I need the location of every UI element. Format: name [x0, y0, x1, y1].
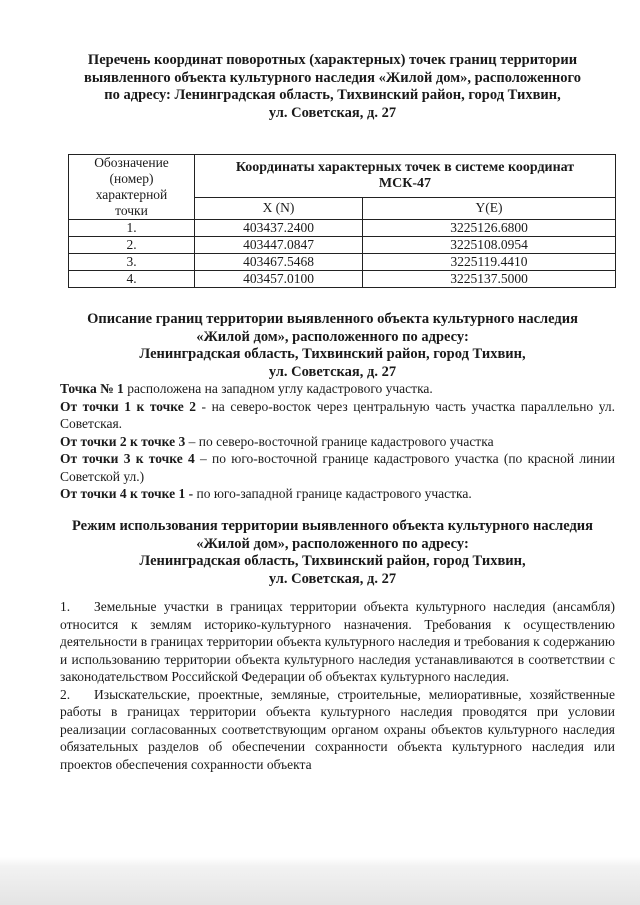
table-row [69, 271, 616, 288]
description-paragraph: От точки 3 к точке 4 – по юго-восточной границе кадастрового участка (по красной линии Советской ул.) [60, 451, 615, 484]
y-coordinate: 3225119.4410 [363, 254, 616, 271]
title-line: по адресу: Ленинградская область, Тихвинский район, город Тихвин, [104, 87, 561, 103]
heading-line: Описание границ территории выявленного объекта культурного наследия [87, 311, 578, 327]
description-paragraph: Точка № 1 расположена на западном углу кадастрового участка. [60, 381, 433, 396]
y-coordinate: 3225137.5000 [363, 271, 616, 288]
regime-heading [60, 518, 605, 588]
point-number: 3. [69, 254, 195, 271]
x-coordinate: 403457.0100 [195, 271, 363, 288]
item-number: 1. [60, 599, 71, 614]
description-paragraph: От точки 2 к точке 3 – по северо-восточной границе кадастрового участка [60, 433, 494, 449]
description-paragraph: От точки 4 к точке 1 - по юго-западной границе кадастрового участка. [60, 486, 472, 501]
heading-line: ул. Советская, д. 27 [268, 363, 397, 380]
x-coordinate: 403467.5468 [195, 254, 363, 271]
heading-line: Ленинградская область, Тихвинский район, город Тихвин, [139, 553, 526, 569]
heading-line: Ленинградская область, Тихвинский район, город Тихвин, [139, 346, 526, 362]
point-number-header: Обозначение (номер) характерной точки [69, 155, 195, 220]
y-coordinate: 3225126.6800 [363, 220, 616, 237]
heading-line: ул. Советская, д. 27 [268, 570, 397, 587]
item-number: 2. [60, 686, 71, 702]
title-line: ул. Советская, д. 27 [268, 104, 397, 121]
title-line: выявленного объекта культурного наследия «Жилой дом», расположенного [83, 69, 581, 86]
description-heading [60, 311, 605, 381]
x-column-header: X (N) [195, 197, 363, 219]
list-item [60, 686, 615, 774]
scan-shadow [0, 857, 640, 905]
x-coordinate: 403437.2400 [195, 220, 363, 237]
heading-line: «Жилой дом», расположенного по адресу: [196, 328, 469, 345]
table-row [69, 220, 616, 237]
heading-line: Режим использования территории выявленного объекта культурного наследия [71, 518, 593, 534]
coordinates-table [68, 154, 616, 288]
y-column-header: Y(E) [363, 197, 616, 219]
coordinate-system-header: Координаты характерных точек в системе координат МСК-47 [195, 155, 616, 198]
description-paragraph: От точки 1 к точке 2 - на северо-восток через центральную часть участка параллельно ул. Советская. [60, 398, 615, 431]
regime-list [60, 598, 615, 773]
y-coordinate: 3225108.0954 [363, 237, 616, 254]
list-item [60, 598, 615, 686]
document-title [60, 52, 605, 122]
table-header-row [69, 155, 616, 198]
point-number: 2. [69, 237, 195, 254]
point-number: 1. [69, 220, 195, 237]
table-row [69, 254, 616, 271]
point-number: 4. [69, 271, 195, 288]
item-text: Изыскательские, проектные, земляные, строительные, мелиоративные, хозяйственные работы в границах территории объекта культурного наследия проводятся при условии реализации согласованных соответствующим органом охраны объектов культурного наследия обязательных разделов об обеспечении сохранности объекта культурного наследия или проектов обеспечения сохранности объекта [60, 686, 615, 772]
table-row [69, 237, 616, 254]
heading-line: «Жилой дом», расположенного по адресу: [196, 535, 469, 552]
item-text: Земельные участки в границах территории объекта культурного наследия (ансамбля) относится к землям историко-культурного назначения. Требования к осуществлению деятельности в границах территории объекта культурного наследия и требования к содержанию и использованию территории объекта культурного наследия устанавливаются в соответствии с законодательством Российской Федерации об объектах культурного наследия. [60, 599, 615, 684]
boundary-description [60, 380, 615, 503]
x-coordinate: 403447.0847 [195, 237, 363, 254]
title-line: Перечень координат поворотных (характерных) точек границ территории [87, 52, 578, 68]
